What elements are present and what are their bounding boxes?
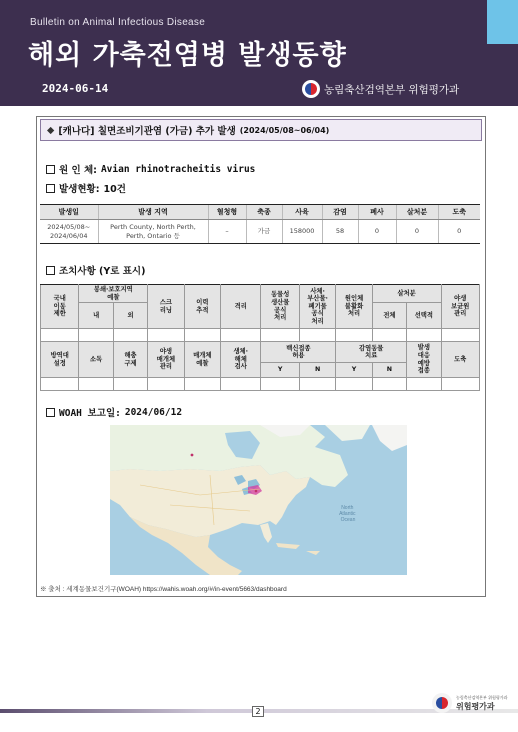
outbreaks-line xyxy=(46,181,126,195)
reared-cell: 158000 xyxy=(282,220,322,244)
measure-wild: 야생 매개체 관리 xyxy=(148,342,184,378)
measure-treatment: 감염동물 치료 xyxy=(336,342,407,363)
slaughtered-cell: 0 xyxy=(438,220,480,244)
square-bullet-icon xyxy=(46,184,55,193)
measure-zone-out: 외 xyxy=(113,303,147,329)
table-row xyxy=(40,220,480,244)
footer-agency-small: 농림축산검역본부 위험평가과 xyxy=(456,694,508,700)
table-row xyxy=(41,342,480,363)
pathogen-value: Avian rhinotracheitis virus xyxy=(100,163,256,175)
col-header: 혈청형 xyxy=(208,205,246,220)
measure-cull-selective: 선택적 xyxy=(407,303,441,329)
measure-zone-setting: 방역대 설정 xyxy=(41,342,79,378)
agency-logo-block xyxy=(302,80,459,98)
measure-agent: 원인체 불활화 처리 xyxy=(336,285,372,329)
outbreak-map xyxy=(110,425,407,575)
bulletin-date: 2024-06-14 xyxy=(42,82,109,95)
table-row xyxy=(41,285,480,303)
infected-cell: 58 xyxy=(322,220,358,244)
table-row xyxy=(41,378,480,391)
measure-products: 동물성 생산물 공식 처리 xyxy=(261,285,299,329)
page-number: 2 xyxy=(252,706,264,717)
deaths-cell: 0 xyxy=(358,220,396,244)
measure-screening: 스크 리닝 xyxy=(148,285,184,329)
col-header: 살처분 xyxy=(396,205,438,220)
page-title: 해외 가축전염병 발생동향 xyxy=(28,40,347,71)
treatment-n: N xyxy=(372,363,406,378)
col-header: 폐사 xyxy=(358,205,396,220)
square-bullet-icon xyxy=(46,408,55,417)
woah-date: 2024/06/12 xyxy=(124,406,183,418)
ocean-label-line: Ocean xyxy=(340,517,356,523)
col-header: 발생 지역 xyxy=(98,205,208,220)
outbreaks-label: 발생현황: xyxy=(59,184,100,195)
measures-label: 조치사항 (Y로 표시) xyxy=(59,266,146,277)
occurrence-region-cell: Perth County, North Perth, Perth, Ontario 등 xyxy=(98,220,208,244)
agency-logo-icon xyxy=(432,693,452,713)
measure-wildlife: 야생 보균원 관리 xyxy=(441,285,479,329)
measure-vet-check: 생체· 해체 검사 xyxy=(221,342,261,378)
section-heading xyxy=(40,119,482,141)
occurrence-table xyxy=(40,204,480,244)
pathogen-label: 원 인 체: xyxy=(59,165,97,176)
measure-carcass: 사체· 부산물· 폐기물 공식 처리 xyxy=(299,285,335,329)
measures-line xyxy=(46,263,145,277)
source-note: ※ 출처 : 세계동물보건기구(WOAH) https://wahis.woah.org/#/in-event/5663/dashboard xyxy=(40,586,287,593)
measure-slaughter: 도축 xyxy=(441,342,479,378)
woah-label: WOAH 보고일: xyxy=(59,408,121,419)
agency-logo-icon xyxy=(302,80,320,98)
measure-tracing: 이력 추적 xyxy=(184,285,220,329)
agency-name: 농림축산검역본부 위험평가과 xyxy=(324,83,460,96)
col-header: 감염 xyxy=(322,205,358,220)
occurrence-date-cell: 2024/05/08~ 2024/06/04 xyxy=(40,220,98,244)
outbreaks-value: 10건 xyxy=(103,184,126,195)
measure-cull-all: 전체 xyxy=(372,303,406,329)
culled-cell: 0 xyxy=(396,220,438,244)
north-america-map xyxy=(110,425,407,575)
diamond-bullet-icon: ◆ xyxy=(47,124,55,136)
col-header: 발생일 xyxy=(40,205,98,220)
ocean-label-line: Atlantic xyxy=(339,511,356,517)
footer-logo-block xyxy=(432,693,508,713)
measure-vector: 해충 구제 xyxy=(113,342,147,378)
col-header: 축종 xyxy=(246,205,282,220)
vaccine-n: N xyxy=(299,363,335,378)
measure-outbreak-vac: 발생 대응 예방 접종 xyxy=(407,342,441,378)
bulletin-subtitle: Bulletin on Animal Infectious Disease xyxy=(30,17,206,28)
footer-agency: 위험평가과 xyxy=(456,701,495,711)
section-dates: (2024/05/08~06/04) xyxy=(239,125,330,135)
measures-table xyxy=(40,284,480,391)
woah-line xyxy=(46,405,182,419)
measure-culling: 살처분 xyxy=(372,285,441,303)
measure-disinfection: 소독 xyxy=(79,342,113,378)
measure-vector-surv: 매개체 예찰 xyxy=(184,342,220,378)
serotype-cell: – xyxy=(208,220,246,244)
table-row xyxy=(41,329,480,342)
measure-isolation: 격리 xyxy=(221,285,261,329)
svg-text:North Atlantic Oce xyxy=(339,505,357,523)
col-header: 도축 xyxy=(438,205,480,220)
pathogen-line xyxy=(46,162,255,176)
section-title: [캐나다] 칠면조비기관염 (가금) 추가 발생 xyxy=(58,126,236,137)
square-bullet-icon xyxy=(46,266,55,275)
measure-movement: 국내 이동 제한 xyxy=(41,285,79,329)
square-bullet-icon xyxy=(46,165,55,174)
header-accent-bar xyxy=(487,0,518,44)
measure-zone: 봉쇄·보호지역 예찰 xyxy=(79,285,148,303)
measure-zone-in: 내 xyxy=(79,303,113,329)
measure-vaccine: 백신접종 허용 xyxy=(261,342,336,363)
occurrence-header-row xyxy=(40,205,480,220)
col-header: 사육 xyxy=(282,205,322,220)
vaccine-y: Y xyxy=(261,363,299,378)
ocean-label-line: North xyxy=(341,505,354,511)
species-cell: 가금 xyxy=(246,220,282,244)
treatment-y: Y xyxy=(336,363,372,378)
